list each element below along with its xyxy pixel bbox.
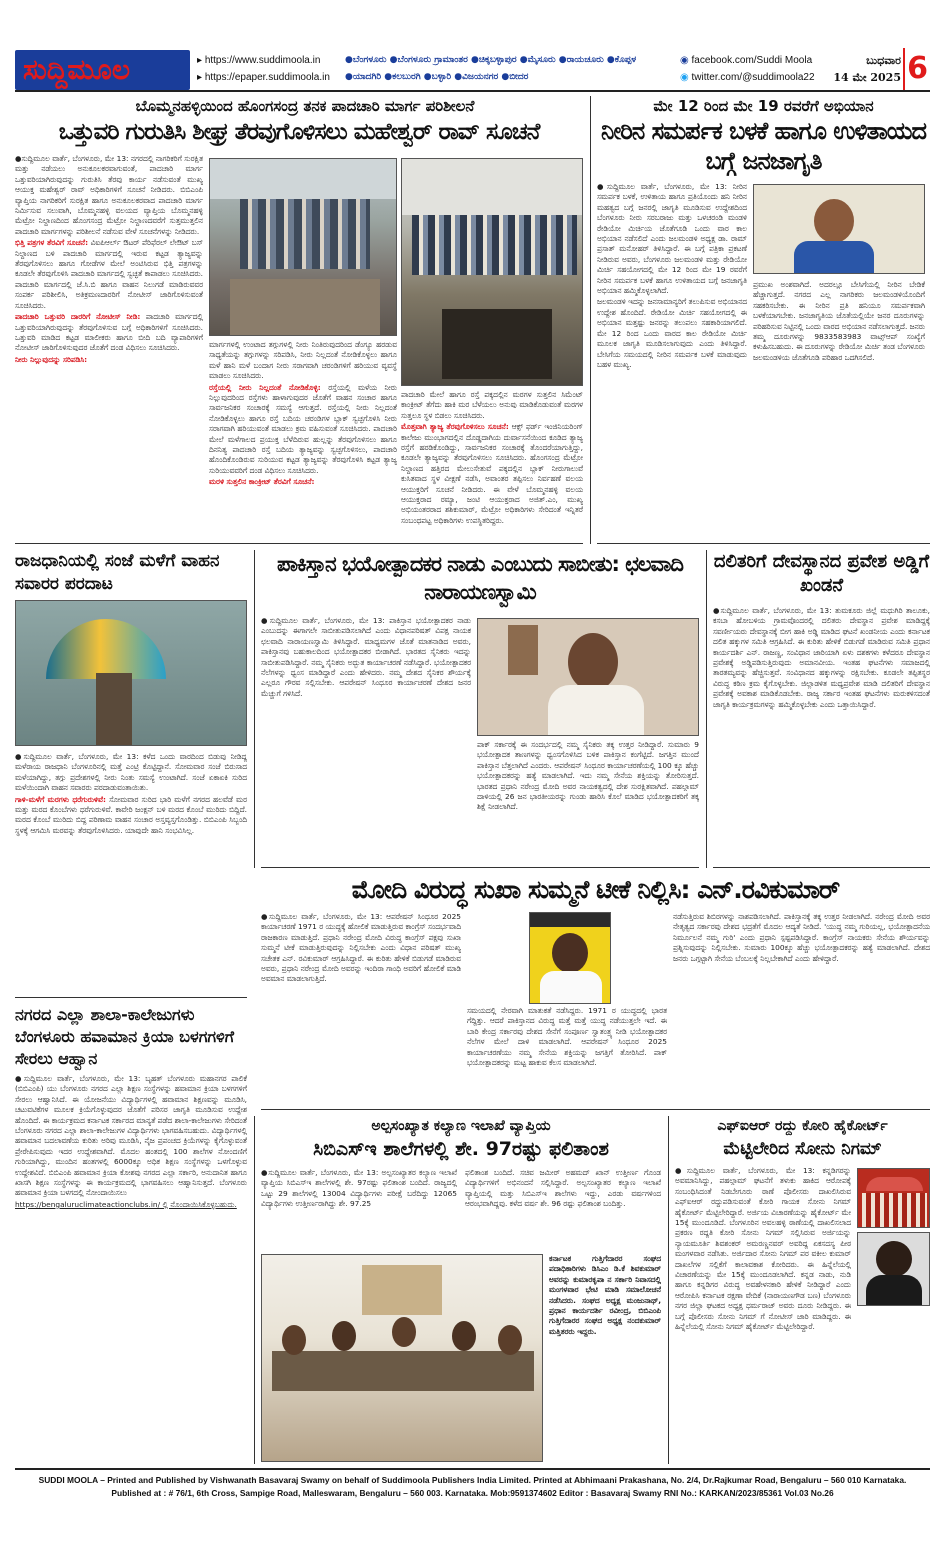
column-divider [668, 1116, 669, 1464]
facebook-link[interactable]: ◉ facebook.com/Suddi Moola [680, 55, 813, 66]
city-editions: ●ಬೆಂಗಳೂರು ●ಬೆಂಗಳೂರು ಗ್ರಾಮಾಂತರ ●ಚಿಕ್ಕಬಳ್ಳಾಪುರ ●ಮೈಸೂರು ●ರಾಯಚೂರು ●ಕೊಪ್ಪಳ ●ಯಾದಗಿರಿ ●ಕಲಬುರಗಿ ●ಬಳ್ಳಾರಿ ●ವಿಜಯನಗರ ●ಬೀದರ [345, 55, 637, 82]
column-divider [254, 550, 255, 868]
story-dalit-temple-entry [713, 550, 930, 868]
masthead [15, 48, 930, 92]
story1-para5: ರಸ್ತೆಯಲ್ಲಿ ಮಳೆಯ ನೀರು ನಿಲ್ಲುವುದರಿಂದ ರಸ್ತೆಗಳು ಹಾಳಾಗುವುದರ ಜೊತೆಗೆ ವಾಹನ ಸಂಚಾರ ಹಾಗೂ ಸಾರ್ವಜನಿಕರ ಸಂಚಾರಕ್ಕೆ ಸಮಸ್ಯೆ ಆಗುತ್ತದೆ. ರಸ್ತೆಯಲ್ಲಿ ನೀರು ನಿಲ್ಲದಂತೆ ನೋಡಿಕೊಳ್ಳಲು ಹಾಗೂ ರಸ್ತೆ ಬದಿಯ ಚರಂಡಿಗಳ ಬ್ಲಾಕ್ ಸ್ವಚ್ಛಗೊಳಿಸಿ ನೀರು ಸರಾಗವಾಗಿ ಹರಿಯುವಂತೆ ಮಾಡಲು ಕ್ರಮ ವಹಿಸುವಂತೆ ಸೂಚಿಸಿದರು. ಪಾದಚಾರಿ ಮೇಲೆ ಮಳೆಗಾಲದ ಪ್ರಯುಕ್ತ ಬೆಳೆದಿರುವ ಹುಲ್ಲನ್ನು ತೆರವುಗೊಳಿಸಲು ಹಾಗೂ ದಿನನಿತ್ಯ ಪಾದಚಾರಿ ರಸ್ತೆ ಬದಿಯ ತ್ಯಾಜ್ಯವನ್ನು ಸ್ವಚ್ಛಗೊಳಿಸಲು, ಪಾದಚಾರಿ ಹೊಂದಿಕೊಂಡಿರುವ ಸುರಿಯುವ ಕಟ್ಟಡ ತ್ಯಾಜ್ಯವನ್ನು ತೆರವುಗೊಳಿಸಿ ಕಟ್ಟಡ ತ್ಯಾಜ್ಯ ಸುರಿಯುವವರಿಗೆ ದಂಡ ವಿಧಿಸಲು ಸೂಚಿಸಿದರು. [209, 382, 397, 475]
story3-subhead1: ಗಾಳಿ-ಮಳೆಗೆ ಮರಗಳು ಧರೆಗುರುಳಿವೆ: [15, 794, 106, 804]
story5-para1: ●ಸುದ್ದಿಮೂಲ ವಾರ್ತೆ, ಬೆಂಗಳೂರು, ಮೇ 13: ತುಮಕೂರು ಜಿಲ್ಲೆ ಮಧುಗಿರಿ ತಾಲೂಕು, ಕಸಬಾ ಹೋಬಳಿಯ ಗ್ರಾಮವೊಂದರಲ್ಲಿ ದಲಿತರು ದೇವಸ್ಥಾನ ಪ್ರವೇಶ ಮಾಡಿದ್ದಕ್ಕೆ ಸವರ್ಣೀಯರು ದೇವಸ್ಥಾನಕ್ಕೆ ಬೀಗ ಹಾಕಿ ಅಡ್ಡಿ ಮಾಡಿದ ಘಟನೆ ಖಂಡನೀಯ ಎಂದು ಕರ್ನಾಟಕ ದಲಿತ ಹಕ್ಕುಗಳ ಸಮಿತಿ ಆಗ್ರಹಿಸಿದೆ. ಈ ಕುರಿತು ಹೇಳಿಕೆ ಬಿಡುಗಡೆ ಮಾಡಿರುವ ಸಮಿತಿ ಪ್ರಧಾನ ಕಾರ್ಯದರ್ಶಿ ಎನ್. ರಾಜಣ್ಣ, ಸಂವಿಧಾನ ಜಾರಿಯಾಗಿ ಏಳು ದಶಕಗಳು ಕಳೆದರೂ ದೇವಸ್ಥಾನ ಪ್ರವೇಶಕ್ಕೆ ಅಡ್ಡಿಪಡಿಸುತ್ತಿರುವುದು ಅಮಾನವೀಯ. ಇಂತಹ ಘಟನೆಗಳು ಸಮಾಜದಲ್ಲಿ ತಾರತಮ್ಯವನ್ನು ಹೆಚ್ಚಿಸುತ್ತವೆ. ಸಂವಿಧಾನದ ಹಕ್ಕುಗಳನ್ನು ರಕ್ಷಿಸಬೇಕು. ಕೂಡಲೇ ತಪ್ಪಿತಸ್ಥರ ವಿರುದ್ಧ ಕಠಿಣ ಕ್ರಮ ಕೈಗೊಳ್ಳಬೇಕು. ಜಿಲ್ಲಾಡಳಿತ ಮಧ್ಯಪ್ರವೇಶ ಮಾಡಿ ದಲಿತರಿಗೆ ದೇವಸ್ಥಾನ ಪ್ರವೇಶಕ್ಕೆ ಅವಕಾಶ ಮಾಡಿಕೊಡಬೇಕು. ರಾಜ್ಯ ಸರ್ಕಾರ ಇಂತಹ ಘಟನೆಗಳು ಮರುಕಳಿಸದಂತೆ ಜಾಗೃತಿ ಕಾರ್ಯಕ್ರಮಗಳನ್ನು ಹಮ್ಮಿಕೊಳ್ಳಬೇಕು ಎಂದು ಒತ್ತಾಯಿಸಿದ್ದಾರೆ. [713, 606, 930, 709]
story1-subhead2: ಪಾದಚಾರಿ ಒತ್ತುವರಿ ದಾರರಿಗೆ ನೋಟೀಸ್ ನೀಡಿ: [15, 312, 141, 322]
story8-body-col2 [465, 1168, 661, 1248]
page-number: 6 [903, 48, 930, 90]
photo-footpath-inspection-2 [401, 158, 583, 386]
story2-kicker: ಮೇ 12 ರಿಂದ ಮೇ 19 ರವರೆಗೆ ಅಭಿಯಾನ [653, 97, 874, 115]
story1-kicker: ಬೊಮ್ಮನಹಳ್ಳಿಯಿಂದ ಹೊಂಗಸಂದ್ರ ತನಕ ಪಾದಚಾರಿ ಮಾರ್ಗ ಪರಿಶೀಲನೆ [135, 97, 475, 115]
imprint-line1: SUDDI MOOLA – Printed and Published by Vishwanath Basavaraj Swamy on behalf of Suddimoola Publishers India Limited. Printed at Abhimaani Prakashana, No. 2/4, Dr.Rajkumar Road, Bengaluru – 560 010 Karnataka. [38, 1475, 907, 1485]
photo-n-ravikumar [529, 912, 611, 1004]
story9-body [675, 1166, 851, 1462]
story-footpath-encroachment [15, 96, 583, 544]
story-city-rain [15, 550, 247, 998]
story6-body-col3 [673, 912, 930, 1108]
facebook-icon: ◉ [680, 55, 689, 66]
story1-para6: ಪಾದಚಾರಿ ಮೇಲೆ ಹಾಗೂ ರಸ್ತೆ ಪಕ್ಕದಲ್ಲಿನ ಮರಗಳ ಸುತ್ತಲಿನ ಸಿಮೆಂಟ್ ಕಾಂಕ್ರೀಟ್ ತೆಗೆದು ಹಾಕಿ ಮರ ಬೆಳೆಯಲು ಅನುವು ಮಾಡಿಕೊಡುವಂತೆ ಮರಗಳ ಸುತ್ತಲೂ ಸ್ಥಳ ಬಿಡಲು ಸೂಚಿಸಿದರು. [401, 390, 583, 420]
story8-kicker: ಅಲ್ಪಸಂಖ್ಯಾತ ಕಲ್ಯಾಣ ಇಲಾಖೆ ವ್ಯಾಪ್ತಿಯ [371, 1118, 551, 1134]
story3-body [15, 752, 247, 996]
story4-body-col2 [477, 740, 699, 866]
climate-clubs-link[interactable]: https://bengaluruclimateactionclubs.in/ ಲ್ಲಿ ನೊಂದಾಯಿಸಿಕೊಳ್ಳಬಹುದು. [15, 1199, 237, 1209]
story3-headline: ರಾಜಧಾನಿಯಲ್ಲಿ ಸಂಜೆ ಮಳೆಗೆ ವಾಹನ ಸವಾರರ ಪರದಾಟ [15, 551, 220, 594]
story-cbse-results [261, 1116, 661, 1464]
story4-body-col1 [261, 616, 471, 866]
story-sonu-nigam-highcourt [675, 1116, 930, 1464]
social-links [680, 52, 815, 86]
story2-headline: ನೀರಿನ ಸಮರ್ಪಕ ಬಳಕೆ ಹಾಗೂ ಉಳಿತಾಯದ ಬಗ್ಗೆ ಜನಜಾಗೃತಿ [600, 117, 927, 175]
story2-para1: ●ಸುದ್ದಿಮೂಲ ವಾರ್ತೆ, ಬೆಂಗಳೂರು, ಮೇ 13: ನೀರಿನ ಸಮರ್ಪಕ ಬಳಕೆ, ಉಳಿತಾಯ ಹಾಗೂ ಪ್ರತಿಯೊಂದು ಹನಿ ನೀರಿನ ಮಹತ್ವದ ಬಗ್ಗೆ ಜನರಲ್ಲಿ ಜಾಗೃತಿ ಮೂಡಿಸುವ ಉದ್ದೇಶದಿಂದ ಬೆಂಗಳೂರು ನೀರು ಸರಬರಾಜು ಮತ್ತು ಒಳಚರಂಡಿ ಮಂಡಳಿ ರೇಡಿಯೋ ಮಿರ್ಚಿಯ ಜೊತೆಗೂಡಿ ಒಂದು ವಾರ ಕಾಲ ಅಭಿಯಾನ ನಡೆಸಲಿದೆ ಎಂದು ಜಲಮಂಡಳಿ ಅಧ್ಯಕ್ಷ ಡಾ. ರಾಮ್ ಪ್ರಸಾತ್ ಮನೋಹರ್ ತಿಳಿಸಿದ್ದಾರೆ. ಈ ಬಗ್ಗೆ ಪತ್ರಿಕಾ ಪ್ರಕಟಣೆ ನೀಡಿರುವ ಅವರು, ಬೆಂಗಳೂರು ಜಲಮಂಡಳಿ ಮತ್ತು ರೇಡಿಯೋ ಮಿರ್ಚಿ ಸಹಯೋಗದಲ್ಲಿ ಮೇ 12 ರಿಂದ ಮೇ 19 ರವರೆಗೆ ನೀರಿನ ಸಮರ್ಪಕ ಬಳಕೆ ಹಾಗೂ ಉಳಿತಾಯದ ಬಗ್ಗೆ ಜನಜಾಗೃತಿ ಅಭಿಯಾನ ಹಮ್ಮಿಕೊಳ್ಳಲಾಗಿದೆ. [597, 182, 747, 296]
epaper-link[interactable]: ▸ https://epaper.suddimoola.in [197, 72, 330, 83]
story3-para1: ●ಸುದ್ದಿಮೂಲ ವಾರ್ತೆ, ಬೆಂಗಳೂರು, ಮೇ 13: ಕಳೆದ ಒಂದು ವಾರದಿಂದ ಬಿಡುವು ನೀಡಿದ್ದ ಮಳೆರಾಯ ರಾಜಧಾನಿ ಬೆಂಗಳೂರಿನಲ್ಲಿ ಮತ್ತೆ ಎಂಟ್ರಿ ಕೊಟ್ಟಿದ್ದಾನೆ. ಸೋಮವಾರ ಸಂಜೆ ಬಿರುಸಾದ ಮಳೆಯಾಗಿದ್ದು, ತಗ್ಗು ಪ್ರದೇಶಗಳಲ್ಲಿ ನೀರು ನಿಂತು ಸಮಸ್ಯೆ ಉಂಟಾಗಿದೆ. ಸಂಜೆ ಏಕಾಏಕಿ ಸುರಿದ ಮಳೆಯಿಂದಾಗಿ ವಾಹನ ಸವಾರರು ಪರದಾಡುವಂತಾಯಿತು. [15, 752, 247, 793]
story-pakistan-terror [261, 550, 699, 868]
story1-headline: ಒತ್ತುವರಿ ಗುರುತಿಸಿ ಶೀಘ್ರ ತೆರವುಗೊಳಿಸಲು ಮಹೇಶ್ವರ್ ರಾವ್ ಸೂಚನೆ [58, 119, 540, 145]
story2-para3: ಪ್ರಮುಖ ಅಂಶವಾಗಿದೆ. ಅದರಲ್ಲೂ ಬೇಸಿಗೆಯಲ್ಲಿ ನೀರಿನ ಬೇಡಿಕೆ ಹೆಚ್ಚಾಗುತ್ತದೆ. ನಗರದ ಎಲ್ಲ ನಾಗರಿಕರು ಜಲಮಂಡಳಿಯೊಂದಿಗೆ ಸಹಕರಿಸಬೇಕು. ಈ ನೀರಿನ ಪ್ರತಿ ಹನಿಯೂ ಸಮರ್ಪಕವಾಗಿ ಬಳಕೆಯಾಗಬೇಕು. ಜನಜಾಗೃತಿಯ ಜೊತೆಯಲ್ಲಿಯೇ ಜನರ ದೂರುಗಳನ್ನು ಪರಿಹರಿಸುವ ನಿಟ್ಟಿನಲ್ಲಿ ಒಂದು ವಾರದ ಅಭಿಯಾನ ನಡೆಸಲಾಗುತ್ತದೆ. ಜನರು ತಮ್ಮ ದೂರುಗಳನ್ನು 9833583983 ವಾಟ್ಸ್ಆಪ್ ಸಂಖ್ಯೆಗೆ ಕಳುಹಿಸಬಹುದು. ಈ ದೂರುಗಳನ್ನು ರೇಡಿಯೋ ಮಿರ್ಚಿ ತಂಡ ಬೆಂಗಳೂರು ಜಲಮಂಡಳಿಯ ಜೊತೆಗೂಡಿ ಪರಿಹಾರ ಒದಗಿಸಲಿದೆ. [753, 280, 925, 362]
issue-date [823, 52, 901, 86]
story6-para3: ನಡೆಸುತ್ತಿರುವ ಶಿಬಿರಗಳನ್ನು ನಾಶಪಡಿಸಲಾಗಿದೆ. ಪಾಕಿಸ್ತಾನಕ್ಕೆ ತಕ್ಕ ಉತ್ತರ ನೀಡಲಾಗಿದೆ. ನರೇಂದ್ರ ಮೋದಿ ಅವರ ನೇತೃತ್ವದ ಸರ್ಕಾರವು ದೇಶದ ಭದ್ರತೆಗೆ ಮೊದಲ ಆದ್ಯತೆ ನೀಡಿದೆ. 'ಯುದ್ಧ ನಮ್ಮ ಗುರಿಯಲ್ಲ, ಭಯೋತ್ಪಾದನೆಯ ನಿರ್ಮೂಲನೆ ನಮ್ಮ ಗುರಿ' ಎಂದು ಪ್ರಧಾನಿ ಸ್ಪಷ್ಟಪಡಿಸಿದ್ದಾರೆ. ಕಾಂಗ್ರೆಸ್ ನಾಯಕರು ಸೇನೆಯ ಶೌರ್ಯವನ್ನು ಪ್ರಶ್ನಿಸುವುದನ್ನು ನಿಲ್ಲಿಸಬೇಕು. ಸುಮಾರು 100ಕ್ಕೂ ಹೆಚ್ಚು ಭಯೋತ್ಪಾದಕರನ್ನು ಹತ್ಯೆ ಮಾಡಲಾಗಿದೆ. ದೇಶದ ಜನರು ಒಗ್ಗಟ್ಟಾಗಿ ಸೇನೆಯ ಬೆಂಬಲಕ್ಕೆ ನಿಲ್ಲಬೇಕಾಗಿದೆ ಎಂದು ಹೇಳಿದ್ದಾರೆ. [673, 912, 930, 963]
story2-para2: ಜಲಮಂಡಳಿ ಇದನ್ನು ಜನಸಾಮಾನ್ಯರಿಗೆ ತಲುಪಿಸುವ ಅಭಿಯಾನದ ಉದ್ದೇಶ ಹೊಂದಿದೆ. ರೇಡಿಯೋ ಮಿರ್ಚಿ ಸಹಯೋಗದಲ್ಲಿ ಈ ಅಭಿಯಾನ ಮತ್ತಷ್ಟು ಜನರನ್ನು ತಲುಪಲು ಸಹಕಾರಿಯಾಗಲಿದೆ. ಮೇ 12 ರಿಂದ ಒಂದು ವಾರದ ಕಾಲ ರೇಡಿಯೋ ಮಿರ್ಚಿ ಮೂಲಕ ಜಾಗೃತಿ ಮೂಡಿಸಲಾಗುವುದು ಎಂದು ತಿಳಿಸಿದ್ದಾರೆ. ಬೇಸಿಗೆಯ ಸಮಯದಲ್ಲಿ ನೀರಿನ ಸಮರ್ಪಕ ಬಳಕೆ ಮಾಡುವುದು ಬಹಳ ಮುಖ್ಯ. [597, 297, 747, 369]
photo-contractors-meet-dcm [261, 1254, 543, 1462]
story1-para7: ಆಕ್ಸ್ ಫರ್ಡ್ ಇಂಜಿನಿಯರಿಂಗ್ ಕಾಲೇಜು ಮುಂಭಾಗದಲ್ಲಿನ ದೊಡ್ಡದಾಗಿಯ ದುರ್ವಾಸನೆಯಿಂದ ಕೂಡಿದ ತ್ಯಾಜ್ಯ ರಸ್ತೆಗೆ ಹರಡಿಕೊಂಡಿದ್ದು, ಸಾರ್ವಜನಿಕರ ಸಂಚಾರಕ್ಕೆ ತೊಂದರೆಯಾಗುತ್ತಿದ್ದು, ಕೂಡಲೇ ತ್ಯಾಜ್ಯವನ್ನು ತೆರವುಗೊಳಿಸಲು ಸೂಚಿಸಿದರು. ಹೊಂಗಸಂದ್ರ ಮೆಟ್ರೋ ನಿಲ್ದಾಣದ ಹತ್ತಿರದ ಮೇಲುಸೇತುವೆ ಪಕ್ಕದಲ್ಲಿನ ಬ್ಲಾಕ್ ನೀರುಗಾಲುವೆ ಕುಸಿತವಾದ ಸ್ಥಳ ವೀಕ್ಷಣೆ ನಡೆಸಿ, ಅವಾಂತರ ತಪ್ಪಿಸಲು ನಿರ್ವಹಣೆ ವಲಯ ಆಯುಕ್ತರಿಗೆ ಸೂಚನೆ ನೀಡಿದರು. ಈ ವೇಳೆ ಬೊಮ್ಮನಹಳ್ಳಿ ವಲಯ ಆಯುಕ್ತರಾದ ರಮ್ಯಾ, ಜಂಟಿ ಆಯುಕ್ತರಾದ ಅಜಿತ್.ಎಂ, ಮುಖ್ಯ ಅಭಿಯಂತರರಾದ ಶಶಿಕುಮಾರ್, ಮೆಟ್ರೋ ಅಧಿಕಾರಿಗಳು ಸೇರಿದಂತೆ ಇನ್ನಿತರೆ ಸಂಬಂಧಪಟ್ಟ ಅಧಿಕಾರಿಗಳು ಉಪಸ್ಥಿತರಿದ್ದರು. [401, 422, 583, 525]
story7-para1: ●ಸುದ್ದಿಮೂಲ ವಾರ್ತೆ, ಬೆಂಗಳೂರು, ಮೇ 13: ಬೃಹತ್ ಬೆಂಗಳೂರು ಮಹಾನಗರ ಪಾಲಿಕೆ (ಬಿಬಿಎಂಪಿ) ಯು ಬೆಂಗಳೂರು ನಗರದ ಎಲ್ಲಾ ಶಿಕ್ಷಣ ಸಂಸ್ಥೆಗಳನ್ನು ಹವಾಮಾನ ಕ್ರಿಯಾ ಬಳಗಗಳಿಗೆ ಸೇರಲು ಆಹ್ವಾನಿಸಿದೆ. ಈ ಯೋಜನೆಯು ವಿದ್ಯಾರ್ಥಿಗಳಲ್ಲಿ ಹವಾಮಾನ ಶಿಕ್ಷಣವನ್ನು ಮೂಡಿಸಿ, ಚಟುವಟಿಕೆಗಳ ಮೂಲಕ ಕ್ರಿಯೆಗೊಳ್ಳುವುದರ ಜೊತೆಗೆ ಪರಿಸರ ಜಾಗೃತಿ ಮೂಡಿಸುವ ಉದ್ದೇಶ ಹೊಂದಿದೆ. ಈ ಕಾರ್ಯಕ್ರಮದ ಕರ್ನಾಟಕ ಸರ್ಕಾರದ ಮಾನ್ಯತೆ ಪಡೆದ ಶಾಲಾ-ಕಾಲೇಜುಗಳು ಸೇರಿದಂತೆ ಬೆಂಗಳೂರು ನಗರದ ಎಲ್ಲಾ ಶಾಲಾ-ಕಾಲೇಜುಗಳ ವಿದ್ಯಾರ್ಥಿಗಳು ಭಾಗವಹಿಸಬಹುದು. ವಿದ್ಯಾರ್ಥಿಗಳಲ್ಲಿ ಹವಾಮಾನ ಬದಲಾವಣೆಯ ಕುರಿತು ಅರಿವು ಮೂಡಿಸಿ, ನೈಜ ಪ್ರಪಂಚದ ಕ್ರಿಯೆಗಳನ್ನು ಕೈಗೊಳ್ಳುವಂತೆ ಪ್ರೇರೇಪಿಸುವುದು ಇದರ ಉದ್ದೇಶವಾಗಿದೆ. ಮೊದಲ ಹಂತದಲ್ಲಿ 100 ಶಾಲೆಗಳ ನೋಂದಣಿಗೆ ಗುರಿಯಾಗಿದ್ದು, ಮುಂದಿನ ಹಂತಗಳಲ್ಲಿ 6000ಕ್ಕೂ ಅಧಿಕ ಶಿಕ್ಷಣ ಸಂಸ್ಥೆಗಳನ್ನು ಒಳಗೊಳ್ಳುವ ಉದ್ದೇಶವಿದೆ. ಬಿಬಿಎಂಪಿ ಹವಾಮಾನ ಕ್ರಿಯಾ ಕೋಶವು ನಗರದ ಎಲ್ಲಾ ಸರ್ಕಾರಿ, ಅನುದಾನಿತ ಹಾಗೂ ಖಾಸಗಿ ಶಿಕ್ಷಣ ಸಂಸ್ಥೆಗಳನ್ನು ಈ ಕಾರ್ಯಕ್ರಮದಲ್ಲಿ ಭಾಗವಹಿಸಲು ಆಹ್ವಾನಿಸುತ್ತದೆ. ಬೆಂಗಳೂರು ಹವಾಮಾನ ಕ್ರಿಯಾ ಬಳಗದಲ್ಲಿ ನೋಂದಾಯಿಸಲು [15, 1074, 247, 1198]
story1-subhead3: ನೀರು ನಿಲ್ಲುವುದನ್ನು ಸರಿಪಡಿಸಿ: [15, 354, 88, 364]
story1-para2: ವಿಐಪಿಆರ್ಲ್ ಔಟರ್ ಪೆರಿಫೆರಲ್ ಲೇಔಟ್ ಬಸ್ ನಿಲ್ದಾಣದ ಬಳಿ ಪಾದಚಾರಿ ಮಾರ್ಗದಲ್ಲಿ ಇರುವ ಕಟ್ಟಡ ತ್ಯಾಜ್ಯವನ್ನು ತೆರವುಗೊಳಿಸಲು ಹಾಗೂ ಗೋಡೆಗಳ ಮೇಲೆ ಅಂಟಿಸಿರುವ ಭಿತ್ತಿ ಪತ್ರಗಳನ್ನು ಕೂಡಲೇ ತೆರವುಗೊಳಿಸಿ ಪಾದಚಾರಿ ಮಾರ್ಗದಲ್ಲಿ ಸ್ವಚ್ಛತೆ ಕಾಪಾಡಲು ಸೂಚಿಸಿದರು. ಪಾದಚಾರಿ ಮಾರ್ಗದಲ್ಲಿ ಜೆ.ಸಿ.ಬಿ ಹಾಗೂ ವಾಹನ ನಿಲುಗಡೆ ಮಾಡಿರುವವರ ಸಂಪರ್ಕ ಪರಿಶೀಲಿಸಿ, ಅತಿಕ್ರಮಣದಾರರಿಗೆ ನೋಟೀಸ್ ಜಾರಿಗೊಳಿಸುವಂತೆ ಸೂಚಿಸಿದರು. [15, 238, 203, 310]
story8-para2: ಫಲಿತಾಂಶ ಬಂದಿದೆ. ಸಚಿವ ಜಮೀರ್ ಅಹಮದ್ ಖಾನ್ ಉತ್ತೀರ್ಣ ಗೊಂಡ ವಿದ್ಯಾರ್ಥಿಗಳಿಗೆ ಅಭಿನಂದನೆ ಸಲ್ಲಿಸಿದ್ದಾರೆ. ಅಲ್ಪಸಂಖ್ಯಾತರ ಕಲ್ಯಾಣ ಇಲಾಖೆ ವ್ಯಾಪ್ತಿಯಲ್ಲಿ ಮತ್ತು ಸಿಬಿಎಸ್ಇ ಶಾಲೆಗಳು ಇದ್ದು, ಎರಡು ವರ್ಷಗಳಿಂದ ಆರಂಭವಾಗಿದ್ದವು. ಕಳೆದ ವರ್ಷ ಶೇ. 96 ರಷ್ಟು ಫಲಿತಾಂಶ ಬಂದಿತ್ತು. [465, 1168, 661, 1209]
story6-body-col2 [467, 1006, 667, 1108]
story1-para4: ಮಾರ್ಗಗಳಲ್ಲಿ ಉಂಟಾದ ತಗ್ಗುಗಳಲ್ಲಿ ನೀರು ನಿಂತಿರುವುದರಿಂದ ಡೆಂಗ್ಯೂ ಹರಡುವ ಸಾಧ್ಯತೆಯನ್ನು ತಗ್ಗುಗಳನ್ನು ಸರಿಪಡಿಸಿ, ನೀರು ನಿಲ್ಲದಂತೆ ನೋಡಿಕೊಳ್ಳಲು ಹಾಗೂ ಮಳೆ ಹಾನಿ ಮಳೆ ಬಂದಾಗ ನೀರು ಸರಾಗವಾಗಿ ಚರಂಡಿಗಳಿಗೆ ಹರಿಯುವ ವ್ಯವಸ್ಥೆ ಮಾಡಲು ಸೂಚಿಸಿದರು. [209, 340, 397, 381]
story3-para2: ಸೋಮವಾರ ಸುರಿದ ಭಾರಿ ಮಳೆಗೆ ನಗರದ ಹಲವೆಡೆ ಮರ ಮತ್ತು ಮರದ ಕೊಂಬೆಗಳು ಧರೆಗುರುಳಿವೆ. ಕಾವೇರಿ ಜಂಕ್ಷನ್ ಬಳಿ ಮರದ ಕೊಂಬೆ ಮುರಿದು ಬಿದ್ದಿದೆ. ಮರದ ಕೊಂಬೆ ಮುರಿದು ಬಿದ್ದ ಪರಿಣಾಮ ವಾಹನ ಸಂಚಾರ ಅಸ್ತವ್ಯಸ್ತಗೊಂಡಿತ್ತು. ಬಿಬಿಎಂಪಿ ಸಿಬ್ಬಂದಿ ಸ್ಥಳಕ್ಕೆ ಆಗಮಿಸಿ ಮರವನ್ನು ತೆರವುಗೊಳಿಸಿದರು. ಯಾವುದೇ ಹಾನಿ ಸಂಭವಿಸಿಲ್ಲ. [15, 794, 247, 835]
story8-photo-caption: ಕರ್ನಾಟಕ ಗುತ್ತಿಗೆದಾರರ ಸಂಘದ ಪದಾಧಿಕಾರಿಗಳು ಡಿಸಿಎಂ ಡಿ.ಕೆ ಶಿವಕುಮಾರ್ ಅವರನ್ನು ಕುಮಾರಕೃಪಾ ನ ಸರ್ಕಾರಿ ನಿವಾಸದಲ್ಲಿ ಮಂಗಳವಾರ ಭೇಟಿ ಮಾಡಿ ಸಮಾಲೋಚನೆ ನಡೆಸಿದರು. ಸಂಘದ ಅಧ್ಯಕ್ಷ ಮಂಜುನಾಥ್, ಪ್ರಧಾನ ಕಾರ್ಯದರ್ಶಿ ರವೀಂದ್ರ, ಬಿಬಿಎಂಪಿ ಗುತ್ತಿಗೆದಾರರ ಸಂಘದ ಅಧ್ಯಕ್ಷ ನಂದಕುಮಾರ್ ಮತ್ತಿತರರು ಇದ್ದರು. [549, 1254, 661, 1336]
column-divider [590, 96, 591, 544]
website-link[interactable]: ▸ https://www.suddimoola.in [197, 55, 321, 66]
story-modi-criticism [261, 874, 930, 1110]
photo-chalavadi-narayanaswamy [477, 618, 699, 736]
story1-subhead6: ಮೊತ್ತವಾಗಿ ತ್ಯಾಜ್ಯ ತೆರವುಗೊಳಿಸಲು ಸೂಚನೆ: [401, 422, 509, 432]
weekday: ಬುಧವಾರ [866, 54, 901, 67]
masthead-links [197, 52, 330, 86]
imprint-line2: Published at : # 76/1, 6th Cross, Sampige Road, Malleswaram, Bengaluru – 560 003. Karnataka. Mob:9591374602 Editor : Basavaraj Swamy RNI No.: KARKAN/2023/85361 Vol.03 No.26 [111, 1488, 834, 1498]
photo-footpath-inspection-1 [209, 158, 397, 336]
story1-subhead1: ಭಿತ್ತಿ ಪತ್ರಗಳ ತೆರವಿಗೆ ಸೂಚನೆ: [15, 238, 89, 248]
story8-body-col1 [261, 1168, 457, 1248]
photo-water-board-chairman [753, 184, 925, 274]
story9-para1: ●ಸುದ್ದಿಮೂಲ ವಾರ್ತೆ, ಬೆಂಗಳೂರು, ಮೇ 13: ಕನ್ನಡಿಗರನ್ನು ಅವಮಾನಿಸಿದ್ದು, ಪಹಲ್ಗಾಮ್ ಘಟನೆಗೆ ತಳುಕು ಹಾಕಿದ ಆರೋಪಕ್ಕೆ ಸಂಬಂಧಿಸಿದಂತೆ ನಿಡಬೇಗೂರು ಠಾಣೆ ಪೊಲೀಸರು ದಾಖಲಿಸಿರುವ ಎಫ್ಐಆರ್ ರದ್ದುಪಡಿಸುವಂತೆ ಕೋರಿ ಗಾಯಕ ಸೋನು ನಿಗಮ್ ಹೈಕೋರ್ಟ್ ಮೆಟ್ಟಿಲೇರಿದ್ದಾರೆ. ಅರ್ಜಿಯ ವಿಚಾರಣೆಯನ್ನು ಹೈಕೋರ್ಟ್ ಮೇ 15ಕ್ಕೆ ಮುಂದೂಡಿದೆ. ಬೆಂಗಳೂರಿನ ಅವಲಹಳ್ಳಿ ಠಾಣೆಯಲ್ಲಿ ದಾಖಲಿಸಲಾದ ಪ್ರಕರಣ ರದ್ದತಿ ಕೋರಿ ಸೋನು ನಿಗಮ್ ಸಲ್ಲಿಸಿರುವ ಅರ್ಜಿಯನ್ನು ನ್ಯಾಯಮೂರ್ತಿ ಶಿವಶಂಕರ್ ಅಮರಣ್ಣನವರ್ ಅವರಿದ್ದ ಏಕಸದಸ್ಯ ಪೀಠ ಮಂಗಳವಾರ ನಡೆಸಿತು. ಅರ್ಜಿದಾರ ಸೋನು ನಿಗಮ್ ಪರ ವಕೀಲ ಕುಮಾರ್ ದಾಖಲೆಗಳ ಸಲ್ಲಿಕೆಗೆ ಕಾಲಾವಕಾಶ ಕೋರಿದರು. ಈ ಹಿನ್ನೆಲೆಯಲ್ಲಿ ವಿಚಾರಣೆಯನ್ನು ಮೇ 15ಕ್ಕೆ ಮುಂದೂಡಲಾಗಿದೆ. ಕನ್ನಡ ನಾಡು, ನುಡಿ ಹಾಗೂ ಕನ್ನಡಿಗರ ವಿರುದ್ಧ ಅವಹೇಳನಕಾರಿ ಹೇಳಿಕೆ ನೀಡಿದ್ದಾರೆ ಎಂದು ಆರೋಪಿಸಿ ಕರ್ನಾಟಕ ರಕ್ಷಣಾ ವೇದಿಕೆ (ನಾರಾಯಣಗೌಡ ಬಣ) ಬೆಂಗಳೂರು ನಗರ ಜಿಲ್ಲಾ ಘಟಕದ ಅಧ್ಯಕ್ಷ ಧರ್ಮರಾಜ್ ಅವರು ದೂರು ನೀಡಿದ್ದರು. ಈ ಬಗ್ಗೆ ಪೊಲೀಸರು ಸೋನು ನಿಗಮ್ ಗೆ ನೋಟೀಸ್ ಜಾರಿ ಮಾಡಿದ್ದರು. ಈ ಹಿನ್ನೆಲೆಯಲ್ಲಿ ಸೋನು ನಿಗಮ್ ಹೈಕೋರ್ಟ್ ಮೆಟ್ಟಿಲೇರಿದ್ದಾರೆ. [675, 1166, 851, 1332]
story8-para1: ●ಸುದ್ದಿಮೂಲ ವಾರ್ತೆ, ಬೆಂಗಳೂರು, ಮೇ 13: ಅಲ್ಪಸಂಖ್ಯಾತರ ಕಲ್ಯಾಣ ಇಲಾಖೆ ವ್ಯಾಪ್ತಿಯ ಸಿಬಿಎಸ್ಇ ಶಾಲೆಗಳಲ್ಲಿ ಶೇ. 97ರಷ್ಟು ಫಲಿತಾಂಶ ಬಂದಿದೆ. ರಾಜ್ಯದಲ್ಲಿ ಒಟ್ಟು 29 ಶಾಲೆಗಳಲ್ಲಿ 13004 ವಿದ್ಯಾರ್ಥಿಗಳು ಪರೀಕ್ಷೆ ಬರೆದಿದ್ದು 12065 ವಿದ್ಯಾರ್ಥಿಗಳು ಉತ್ತೀರ್ಣರಾಗಿದ್ದು ಶೇ. 97.25 [261, 1168, 457, 1209]
story6-para2: ಸಮಯದಲ್ಲಿ ನೇರವಾಗಿ ಮಾತುಕತೆ ನಡೆಸಿದ್ದರು. 1971 ರ ಯುದ್ಧದಲ್ಲಿ ಭಾರತ ಗೆದ್ದಿತ್ತು. ಆದರೆ ಪಾಕಿಸ್ತಾನದ ವಿರುದ್ಧ ಮತ್ತೆ ಮತ್ತೆ ಯುದ್ಧ ನಡೆಯುತ್ತಲೇ ಇದೆ. ಈ ಬಾರಿ ಕೇಂದ್ರ ಸರ್ಕಾರವು ದೇಶದ ಸೇನೆಗೆ ಸಂಪೂರ್ಣ ಸ್ವಾತಂತ್ರ್ಯ ನೀಡಿ ಭಯೋತ್ಪಾದಕರ ನೆಲೆಗಳ ಮೇಲೆ ದಾಳಿ ಮಾಡಲಾಗಿದೆ. ಆಪರೇಷನ್ ಸಿಂಧೂರ 2025 ಕಾರ್ಯಾಚರಣೆಯು ನಮ್ಮ ಸೇನೆಯ ಶಕ್ತಿಯನ್ನು ಜಗತ್ತಿಗೆ ತೋರಿಸಿದೆ. ಪಾಕ್ ಭಯೋತ್ಪಾದಕರನ್ನು ಮಟ್ಟ ಹಾಕುವ ಕೆಲಸ ಮಾಡಲಾಗಿದೆ. [467, 1006, 667, 1068]
story1-body-col2 [209, 340, 397, 542]
story1-subhead5: ಮರಳಿ ಸುತ್ತಲಿನ ಕಾಂಕ್ರೀಟ್ ತೆರವಿಗೆ ಸೂಚನೆ: [209, 477, 315, 487]
column-divider [254, 1116, 255, 1464]
story5-body [713, 606, 930, 866]
story5-headline: ದಲಿತರಿಗೆ ದೇವಸ್ಥಾನದ ಪ್ರವೇಶ ಅಡ್ಡಿಗೆ ಖಂಡನೆ [713, 551, 930, 596]
newspaper-logo[interactable]: ಸುದ್ದಿಮೂಲ [15, 50, 190, 90]
date: 14 ಮೇ 2025 [833, 71, 901, 84]
story6-para1: ●ಸುದ್ದಿಮೂಲ ವಾರ್ತೆ, ಬೆಂಗಳೂರು, ಮೇ 13: ಆಪರೇಷನ್ ಸಿಂಧೂರ 2025 ಕಾರ್ಯಾಚರಣೆ 1971 ರ ಯುದ್ಧಕ್ಕೆ ಹೋಲಿಕೆ ಮಾಡುತ್ತಿರುವ ಕಾಂಗ್ರೆಸ್ ಸಂದರ್ಭವಾದಿ ರಾಜಕಾರಣ ಮಾಡುತ್ತಿದೆ. ಪ್ರಧಾನಿ ನರೇಂದ್ರ ಮೋದಿ ವಿರುದ್ಧ ಕಾಂಗ್ರೆಸ್ ಪಕ್ಷವು ಸುಖಾ ಸುಮ್ಮನೆ ಟೀಕೆ ಮಾಡುತ್ತಿರುವುದನ್ನು ನಿಲ್ಲಿಸಬೇಕು ಎಂದು ವಿಧಾನ ಪರಿಷತ್ ಮುಖ್ಯ ಸಚೇತಕ ಎನ್. ರವಿಕುಮಾರ್ ಆಗ್ರಹಿಸಿದ್ದಾರೆ. ಈ ಕುರಿತು ಹೇಳಿಕೆ ಬಿಡುಗಡೆ ಮಾಡಿರುವ ಅವರು, ಪ್ರಧಾನಿ ನರೇಂದ್ರ ಮೋದಿ ಅವರನ್ನು ಇಂದಿರಾ ಗಾಂಧಿ ಅವರಿಗೆ ಹೋಲಿಕೆ ಮಾಡಿ ಅವಮಾನ ಮಾಡಲಾಗುತ್ತಿದೆ. [261, 912, 461, 984]
story1-subhead4: ರಸ್ತೆಯಲ್ಲಿ ನೀರು ನಿಲ್ಲದಂತೆ ನೋಡಿಕೊಳ್ಳಿ: [209, 382, 321, 392]
story1-body-col1 [15, 154, 203, 542]
story4-para1: ●ಸುದ್ದಿಮೂಲ ವಾರ್ತೆ, ಬೆಂಗಳೂರು, ಮೇ 13: ಪಾಕಿಸ್ತಾನ ಭಯೋತ್ಪಾದಕರ ನಾಡು ಎಂಬುದನ್ನು ಈಗಾಗಲೇ ಸಾಬೀತುಪಡಿಸಲಾಗಿದೆ ಎಂದು ವಿಧಾನಪರಿಷತ್ ವಿಪಕ್ಷ ನಾಯಕ ಛಲವಾದಿ ನಾರಾಯಣಸ್ವಾಮಿ ತಿಳಿಸಿದ್ದಾರೆ. ಮಾಧ್ಯಮಗಳ ಜೊತೆ ಮಾತನಾಡಿದ ಅವರು, ಪಾಕಿಸ್ತಾನವು ಬಹುಕಾಲದಿಂದ ಭಯೋತ್ಪಾದಕರ ಬೀಡಾಗಿದೆ. ಭಾರತದ ಸೈನಿಕರು ಇದನ್ನು ಸಾಬೀತುಪಡಿಸಿದ್ದಾರೆ. ನಮ್ಮ ಸೈನಿಕರು ಅದ್ಭುತ ಕಾರ್ಯಾಚರಣೆ ನಡೆಸಿದ್ದಾರೆ. ಭಯೋತ್ಪಾದಕರ ನೆಲೆಗಳನ್ನು ಧ್ವಂಸ ಮಾಡಿದ್ದಾರೆ ಎಂದು ಹೇಳಿದರು. ನಮ್ಮ ದೇಶದ ಸೈನಿಕರ ಶೌರ್ಯಕ್ಕೆ ಎಲ್ಲರೂ ಗೌರವ ಸಲ್ಲಿಸಬೇಕು. ಆಪರೇಷನ್ ಸಿಂಧೂರ ಕಾರ್ಯಾಚರಣೆ ದೇಶದ ಜನರ ಮೆಚ್ಚುಗೆ ಗಳಿಸಿದೆ. [261, 616, 471, 698]
photo-rain-umbrella [15, 600, 247, 746]
story6-body-col1 [261, 912, 461, 1108]
story1-para3: ಪಾದಚಾರಿ ಮಾರ್ಗದಲ್ಲಿ ಒತ್ತುವರಿಯಾಗಿರುವುದನ್ನು ತೆರವುಗೊಳಿಸುವ ಬಗ್ಗೆ ಅಧಿಕಾರಿಗಳಿಗೆ ಸೂಚಿಸಿದರು. ಒತ್ತುವರಿ ಮಾಡಿದ ಕಟ್ಟಡ ಮಾಲೀಕರು ಹಾಗೂ ಬೀದಿ ಬದಿ ವ್ಯಾಪಾರಿಗಳಿಗೆ ನೋಟೀಸ್ ಜಾರಿಗೊಳಿಸುವುದರ ಜೊತೆಗೆ ದಂಡ ವಿಧಿಸಲು ಸೂಚಿಸಿದರು. [15, 312, 203, 353]
imprint-footer [15, 1468, 930, 1504]
story-water-awareness [597, 96, 930, 544]
story-climate-action-clubs [15, 1004, 247, 1464]
story2-body-col1 [597, 182, 747, 542]
twitter-link[interactable]: ◉ twitter.com/@suddimoola22 [680, 72, 815, 83]
column-divider [706, 550, 707, 868]
story7-headline: ನಗರದ ಎಲ್ಲಾ ಶಾಲಾ-ಕಾಲೇಜುಗಳು ಬೆಂಗಳೂರು ಹವಾಮಾನ ಕ್ರಿಯಾ ಬಳಗಗಳಿಗೆ ಸೇರಲು ಆಹ್ವಾನ [15, 1005, 235, 1068]
story4-para2: ಪಾಕ್ ಸರ್ಕಾರಕ್ಕೆ ಈ ಸಂದರ್ಭದಲ್ಲಿ ನಮ್ಮ ಸೈನಿಕರು ತಕ್ಕ ಉತ್ತರ ನೀಡಿದ್ದಾರೆ. ಸುಮಾರು 9 ಭಯೋತ್ಪಾದಕ ತಾಣಗಳನ್ನು ಧ್ವಂಸಗೊಳಿಸಿದ ಬಳಿಕ ಪಾಕಿಸ್ತಾನ ಕಂಗೆಟ್ಟಿದೆ. ಜಗತ್ತಿನ ಮುಂದೆ ಪಾಕಿಸ್ತಾನ ಬೆತ್ತಲಾಗಿದೆ ಎಂದರು. ಆಪರೇಷನ್ ಸಿಂಧೂರ ಕಾರ್ಯಾಚರಣೆಯಲ್ಲಿ 100 ಕ್ಕೂ ಹೆಚ್ಚು ಭಯೋತ್ಪಾದಕರನ್ನು ಹತ್ಯೆ ಮಾಡಲಾಗಿದೆ. ಇದು ನಮ್ಮ ಸೇನೆಯ ಶಕ್ತಿಯನ್ನು ತೋರಿಸುತ್ತದೆ. ಭಾರತದ ಪ್ರಧಾನಿ ನರೇಂದ್ರ ಮೋದಿ ಅವರ ನಾಯಕತ್ವದಲ್ಲಿ ದೇಶ ಸುರಕ್ಷಿತವಾಗಿದೆ. ಪಹಲ್ಗಾಮ್ ದಾಳಿಯಲ್ಲಿ 26 ಜನ ಭಾರತೀಯರನ್ನು ಗುಂಡು ಹಾರಿಸಿ ಕೊಲೆ ಮಾಡಿದ ಭಯೋತ್ಪಾದಕರಿಗೆ ತಕ್ಕ ಶಿಕ್ಷೆ ನೀಡಲಾಗಿದೆ. [477, 740, 699, 812]
story6-headline: ಮೋದಿ ವಿರುದ್ಧ ಸುಖಾ ಸುಮ್ಮನೆ ಟೀಕೆ ನಿಲ್ಲಿಸಿ: ಎನ್.ರವಿಕುಮಾರ್ [351, 875, 840, 904]
story9-kicker: ಎಫ್ಐಆರ್ ರದ್ದು ಕೋರಿ ಹೈಕೋರ್ಟ್ [717, 1118, 888, 1134]
story9-headline: ಮೆಟ್ಟಿಲೇರಿದ ಸೋನು ನಿಗಮ್ [723, 1139, 882, 1159]
story2-body-col2 [753, 280, 925, 542]
story1-body-col3 [401, 390, 583, 542]
story1-para1: ●ಸುದ್ದಿಮೂಲ ವಾರ್ತೆ, ಬೆಂಗಳೂರು, ಮೇ 13: ನಗರದಲ್ಲಿ ನಾಗರಿಕರಿಗೆ ಸುರಕ್ಷಿತ ಮತ್ತು ನಡೆಯಲು ಅನುಕೂಲಕರವಾಗುವಂತೆ, ಪಾದಚಾರಿ ಮಾರ್ಗ ಒತ್ತುವರಿಯಾಗಿರುವುದನ್ನು ಗುರುತಿಸಿ ತೆರವು ಕಾರ್ಯ ನಡೆಸುವಂತೆ ಮುಖ್ಯ ಆಯುಕ್ತ ಮಹೇಶ್ವರ್ ರಾವ್ ಅಧಿಕಾರಿಗಳಿಗೆ ಸೂಚನೆ ನೀಡಿದರು. ಬಿಬಿಎಂಪಿ ವ್ಯಾಪ್ತಿಯ ನಾಗರಿಕರಿಗೆ ಸುರಕ್ಷಿತ ಹಾಗೂ ಅನುಕೂಲಕರವಾದ ಪಾದಚಾರಿ ಮಾರ್ಗ ನಿರ್ಮಿಸುವ ಸಲುವಾಗಿ, ಬೊಮ್ಮನಹಳ್ಳಿ ವಲಯದ ವ್ಯಾಪ್ತಿಯ ಬೊಮ್ಮನಹಳ್ಳಿ ಮೆಟ್ರೋ ನಿಲ್ದಾಣದಿಂದ ಹೊಂಗಸಂದ್ರ ಮೆಟ್ರೋ ನಿಲ್ದಾಣದವರೆಗೆ ಸುತ್ತಮುತ್ತಲಿನ ಪಾದಚಾರಿ ಮಾರ್ಗಗಳನ್ನು ಪರಿಶೀಲನೆ ನಡೆಸುವ ವೇಳೆ ಸೂಚನೆಗಳನ್ನು ನೀಡಿದರು. [15, 154, 203, 236]
story4-headline: ಪಾಕಿಸ್ತಾನ ಭಯೋತ್ಪಾದಕರ ನಾಡು ಎಂಬುದು ಸಾಬೀತು: ಛಲವಾದಿ ನಾರಾಯಣಸ್ವಾಮಿ [277, 552, 683, 604]
twitter-icon: ◉ [680, 72, 689, 83]
photo-sonu-nigam [857, 1232, 930, 1306]
photo-high-court [857, 1168, 930, 1228]
story8-headline: ಸಿಬಿಎಸ್ಇ ಶಾಲೆಗಳಲ್ಲಿ ಶೇ. 97ರಷ್ಟು ಫಲಿತಾಂಶ [313, 1138, 609, 1160]
story7-body [15, 1074, 247, 1464]
